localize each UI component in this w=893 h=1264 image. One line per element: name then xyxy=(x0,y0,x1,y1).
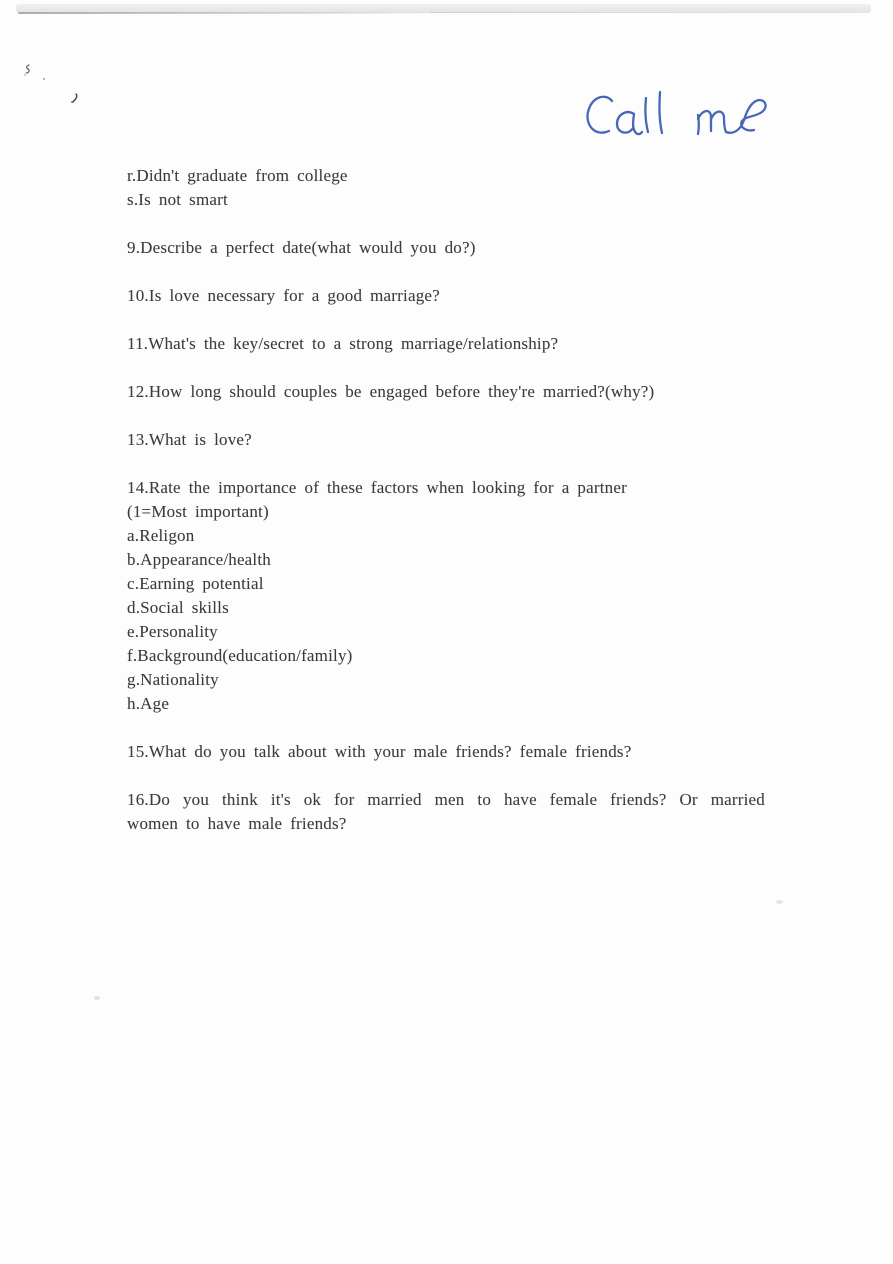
document-line: 16.Do you think it's ok for married men to have female friends? Or married xyxy=(127,790,765,809)
document-line: women to have male friends? xyxy=(127,814,347,833)
handwritten-note xyxy=(578,86,778,144)
document-line: 12.How long should couples be engaged before they're married?(why?) xyxy=(127,382,655,401)
faint-smudge xyxy=(94,996,100,1000)
document-body xyxy=(127,164,772,836)
document-line: h.Age xyxy=(127,694,170,713)
scanner-edge-line-faint xyxy=(430,12,860,13)
document-line: g.Nationality xyxy=(127,670,219,689)
document-line: 11.What's the key/secret to a strong marriage/relationship? xyxy=(127,334,559,353)
document-line: 10.Is love necessary for a good marriage? xyxy=(127,286,440,305)
document-line: b.Appearance/health xyxy=(127,550,271,569)
document-line: (1=Most important) xyxy=(127,502,269,521)
ink-dot xyxy=(43,78,45,80)
document-line: 13.What is love? xyxy=(127,430,252,449)
document-line: e.Personality xyxy=(127,622,218,641)
document-line: f.Background(education/family) xyxy=(127,646,353,665)
document-line: 15.What do you talk about with your male friends? female friends? xyxy=(127,742,632,761)
document-line: d.Social skills xyxy=(127,598,229,617)
scanner-edge-line xyxy=(18,12,438,14)
document-line: r.Didn't graduate from college xyxy=(127,166,348,185)
document-line: a.Religon xyxy=(127,526,195,545)
document-line: 9.Describe a perfect date(what would you do?) xyxy=(127,238,476,257)
ink-speck xyxy=(70,92,80,104)
ink-speck xyxy=(22,63,34,77)
document-line: c.Earning potential xyxy=(127,574,264,593)
faint-smudge xyxy=(776,900,783,904)
document-line: s.Is not smart xyxy=(127,190,228,209)
document-line: 14.Rate the importance of these factors when looking for a partner xyxy=(127,478,627,497)
